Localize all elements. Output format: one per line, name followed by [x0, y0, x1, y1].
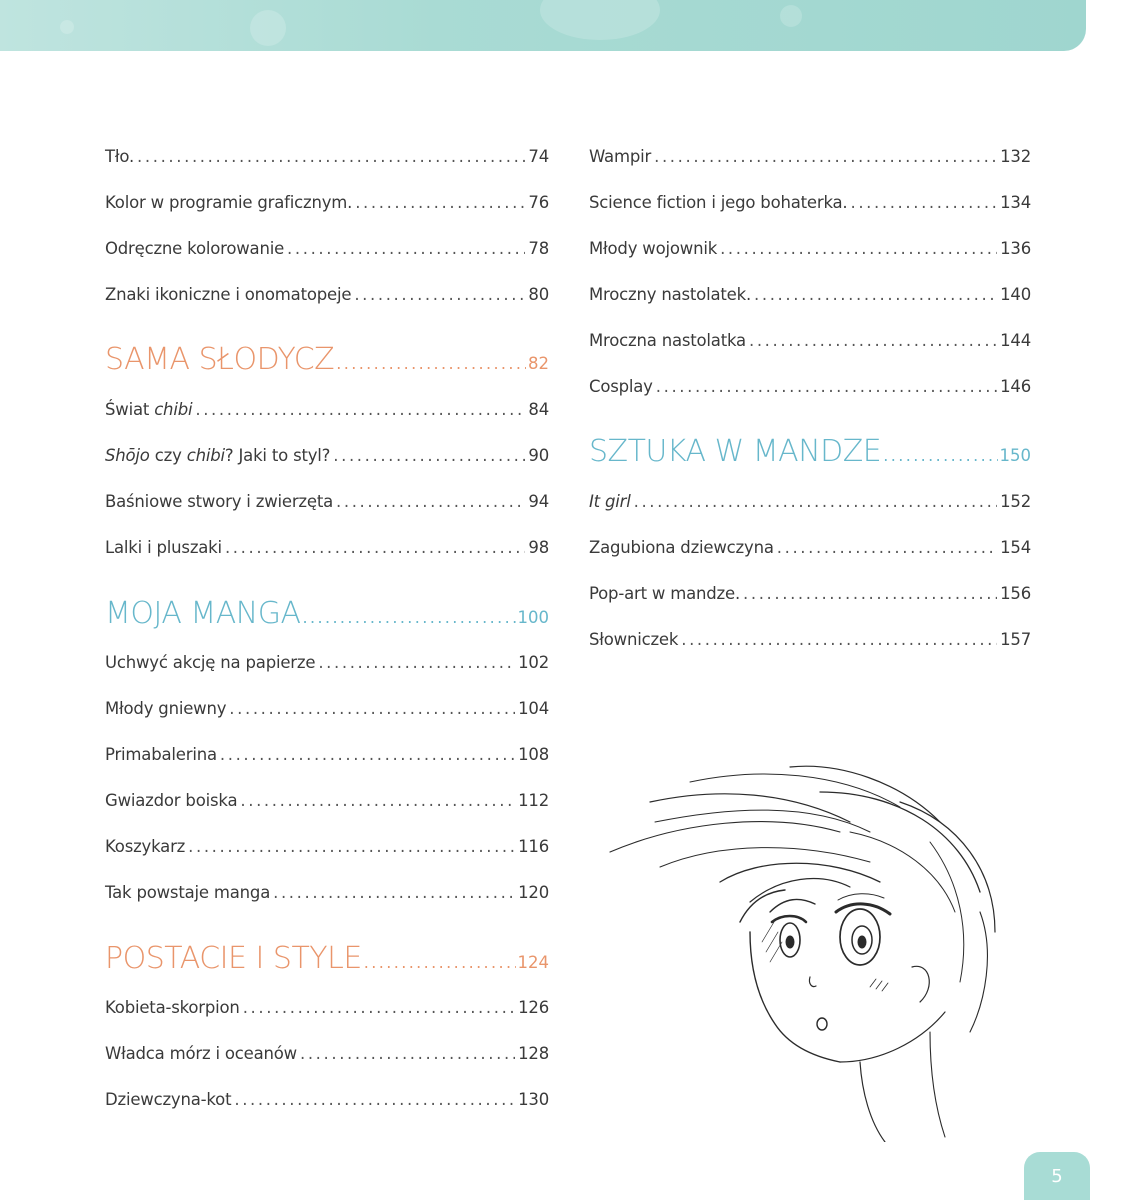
toc-entry[interactable]	[105, 837, 549, 856]
section-heading-title: MOJA MANGA	[105, 596, 301, 631]
toc-entry-page: 128	[518, 1044, 549, 1063]
toc-entry-page: 156	[1000, 584, 1031, 603]
toc-entry[interactable]	[589, 492, 1031, 511]
section-heading-title: SZTUKA W MANDZE	[589, 434, 882, 469]
leader-dots	[883, 446, 997, 465]
toc-entry-page: 130	[518, 1090, 549, 1109]
toc-entry-title: Lalki i pluszaki	[105, 538, 222, 557]
toc-entry-page: 108	[518, 745, 549, 764]
section-heading[interactable]	[105, 596, 549, 631]
toc-entry-page: 157	[1000, 630, 1031, 649]
leader-dots	[749, 331, 997, 350]
toc-entry-page: 94	[528, 492, 549, 511]
toc-entry-page: 74	[528, 147, 549, 166]
toc-entry-title: Baśniowe stwory i zwierzęta	[105, 492, 334, 511]
toc-entry-page: 78	[528, 239, 549, 258]
toc-entry[interactable]	[589, 239, 1031, 258]
leader-dots	[354, 285, 525, 304]
toc-entry-title: Primabalerina	[105, 745, 217, 764]
toc-entry-page: 104	[518, 699, 549, 718]
toc-entry-page: 126	[518, 998, 549, 1017]
toc-entry[interactable]	[105, 998, 549, 1017]
leader-dots	[234, 1090, 515, 1109]
toc-entry[interactable]	[105, 791, 549, 810]
toc-entry-page: 140	[1000, 285, 1031, 304]
toc-entry[interactable]	[589, 193, 1031, 212]
toc-entry-title: Pop-art w mandze.	[589, 584, 741, 603]
leader-dots	[240, 791, 515, 810]
toc-entry[interactable]	[589, 331, 1031, 350]
toc-entry-page: 80	[528, 285, 549, 304]
toc-entry-title: Koszykarz	[105, 837, 186, 856]
toc-entry-page: 154	[1000, 538, 1031, 557]
toc-entry-page: 98	[528, 538, 549, 557]
toc-entry-title: Tak powstaje manga	[105, 883, 271, 902]
toc-entry-title: Shōjo czy chibi? Jaki to styl?	[105, 446, 331, 465]
toc-entry-page: 136	[1000, 239, 1031, 258]
toc-entry[interactable]	[105, 745, 549, 764]
toc-entry[interactable]	[105, 400, 549, 419]
leader-dots	[336, 354, 526, 373]
leader-dots	[303, 608, 516, 627]
section-heading-page: 150	[999, 446, 1031, 465]
toc-entry[interactable]	[105, 147, 549, 166]
toc-entry-page: 134	[1000, 193, 1031, 212]
toc-entry[interactable]	[105, 285, 549, 304]
leader-dots	[229, 699, 515, 718]
page-number-tab	[1024, 1152, 1090, 1200]
toc-entry[interactable]	[105, 653, 549, 672]
toc-entry[interactable]	[589, 584, 1031, 603]
leader-dots	[333, 446, 525, 465]
toc-entry-page: 144	[1000, 331, 1031, 350]
leader-dots	[195, 400, 525, 419]
section-heading-title: POSTACIE I STYLE	[105, 941, 362, 976]
leader-dots	[656, 377, 997, 396]
toc-entry-title: Tło.	[105, 147, 135, 166]
toc-entry-page: 84	[528, 400, 549, 419]
leader-dots	[220, 745, 515, 764]
leader-dots	[654, 147, 997, 166]
toc-entry-page: 90	[528, 446, 549, 465]
toc-entry[interactable]	[589, 538, 1031, 557]
toc-entry-page: 102	[518, 653, 549, 672]
toc-entry-title: Kobieta-skorpion	[105, 998, 240, 1017]
toc-entry-page: 112	[518, 791, 549, 810]
leader-dots	[850, 193, 997, 212]
toc-entry[interactable]	[105, 446, 549, 465]
leader-dots	[743, 584, 997, 603]
toc-entry-title: Cosplay	[589, 377, 653, 396]
toc-entry-title: Słowniczek	[589, 630, 679, 649]
section-heading[interactable]	[105, 941, 549, 976]
toc-entry-title: Zagubiona dziewczyna	[589, 538, 774, 557]
toc-entry-title: Mroczny nastolatek.	[589, 285, 751, 304]
leader-dots	[243, 998, 515, 1017]
toc-entry-title: Młody wojownik	[589, 239, 718, 258]
toc-entry[interactable]	[105, 883, 549, 902]
leader-dots	[137, 147, 525, 166]
toc-entry-title: Gwiazdor boiska	[105, 791, 238, 810]
leader-dots	[634, 492, 997, 511]
toc-entry-title: Mroczna nastolatka	[589, 331, 746, 350]
leader-dots	[318, 653, 515, 672]
toc-entry[interactable]	[589, 285, 1031, 304]
toc-entry-title: Uchwyć akcję na papierze	[105, 653, 316, 672]
toc-entry-page: 152	[1000, 492, 1031, 511]
page-number: 5	[1051, 1165, 1063, 1187]
toc-entry-title: Władca mórz i oceanów	[105, 1044, 297, 1063]
toc-entry-title: Świat chibi	[105, 400, 193, 419]
toc-entry[interactable]	[105, 239, 549, 258]
toc-entry-title: Dziewczyna-kot	[105, 1090, 232, 1109]
toc-entry-page: 132	[1000, 147, 1031, 166]
toc-entry-title: It girl	[589, 492, 631, 511]
section-heading-page: 82	[528, 354, 549, 373]
toc-entry-title: Science fiction i jego bohaterka.	[589, 193, 848, 212]
leader-dots	[188, 837, 515, 856]
leader-dots	[225, 538, 525, 557]
section-heading-page: 100	[517, 608, 549, 627]
toc-entry-page: 116	[518, 837, 549, 856]
toc-entry[interactable]	[105, 1090, 549, 1109]
section-heading[interactable]	[589, 434, 1031, 469]
section-heading[interactable]	[105, 342, 549, 377]
leader-dots	[273, 883, 515, 902]
leader-dots	[720, 239, 997, 258]
toc-entry[interactable]	[105, 699, 549, 718]
toc-entry[interactable]	[105, 1044, 549, 1063]
toc-entry-title: Wampir	[589, 147, 652, 166]
leader-dots	[287, 239, 525, 258]
toc-entry-page: 76	[528, 193, 549, 212]
top-banner	[0, 0, 1086, 51]
toc-entry[interactable]	[105, 193, 549, 212]
toc-entry-page: 120	[518, 883, 549, 902]
toc-entry-title: Znaki ikoniczne i onomatopeje	[105, 285, 352, 304]
leader-dots	[681, 630, 997, 649]
toc-entry-title: Kolor w programie graficznym.	[105, 193, 353, 212]
toc-entry[interactable]	[589, 147, 1031, 166]
toc-entry-title: Młody gniewny	[105, 699, 227, 718]
leader-dots	[777, 538, 997, 557]
toc-entry[interactable]	[589, 377, 1031, 396]
leader-dots	[300, 1044, 515, 1063]
manga-girl-sketch-icon	[600, 762, 1030, 1142]
toc-entry[interactable]	[589, 630, 1031, 649]
toc-entry[interactable]	[105, 538, 549, 557]
toc-entry[interactable]	[105, 492, 549, 511]
toc-entry-page: 146	[1000, 377, 1031, 396]
leader-dots	[355, 193, 525, 212]
section-heading-page: 124	[517, 953, 549, 972]
leader-dots	[754, 285, 997, 304]
leader-dots	[336, 492, 525, 511]
section-heading-title: SAMA SŁODYCZ	[105, 342, 335, 377]
leader-dots	[364, 953, 516, 972]
toc-entry-title: Odręczne kolorowanie	[105, 239, 285, 258]
